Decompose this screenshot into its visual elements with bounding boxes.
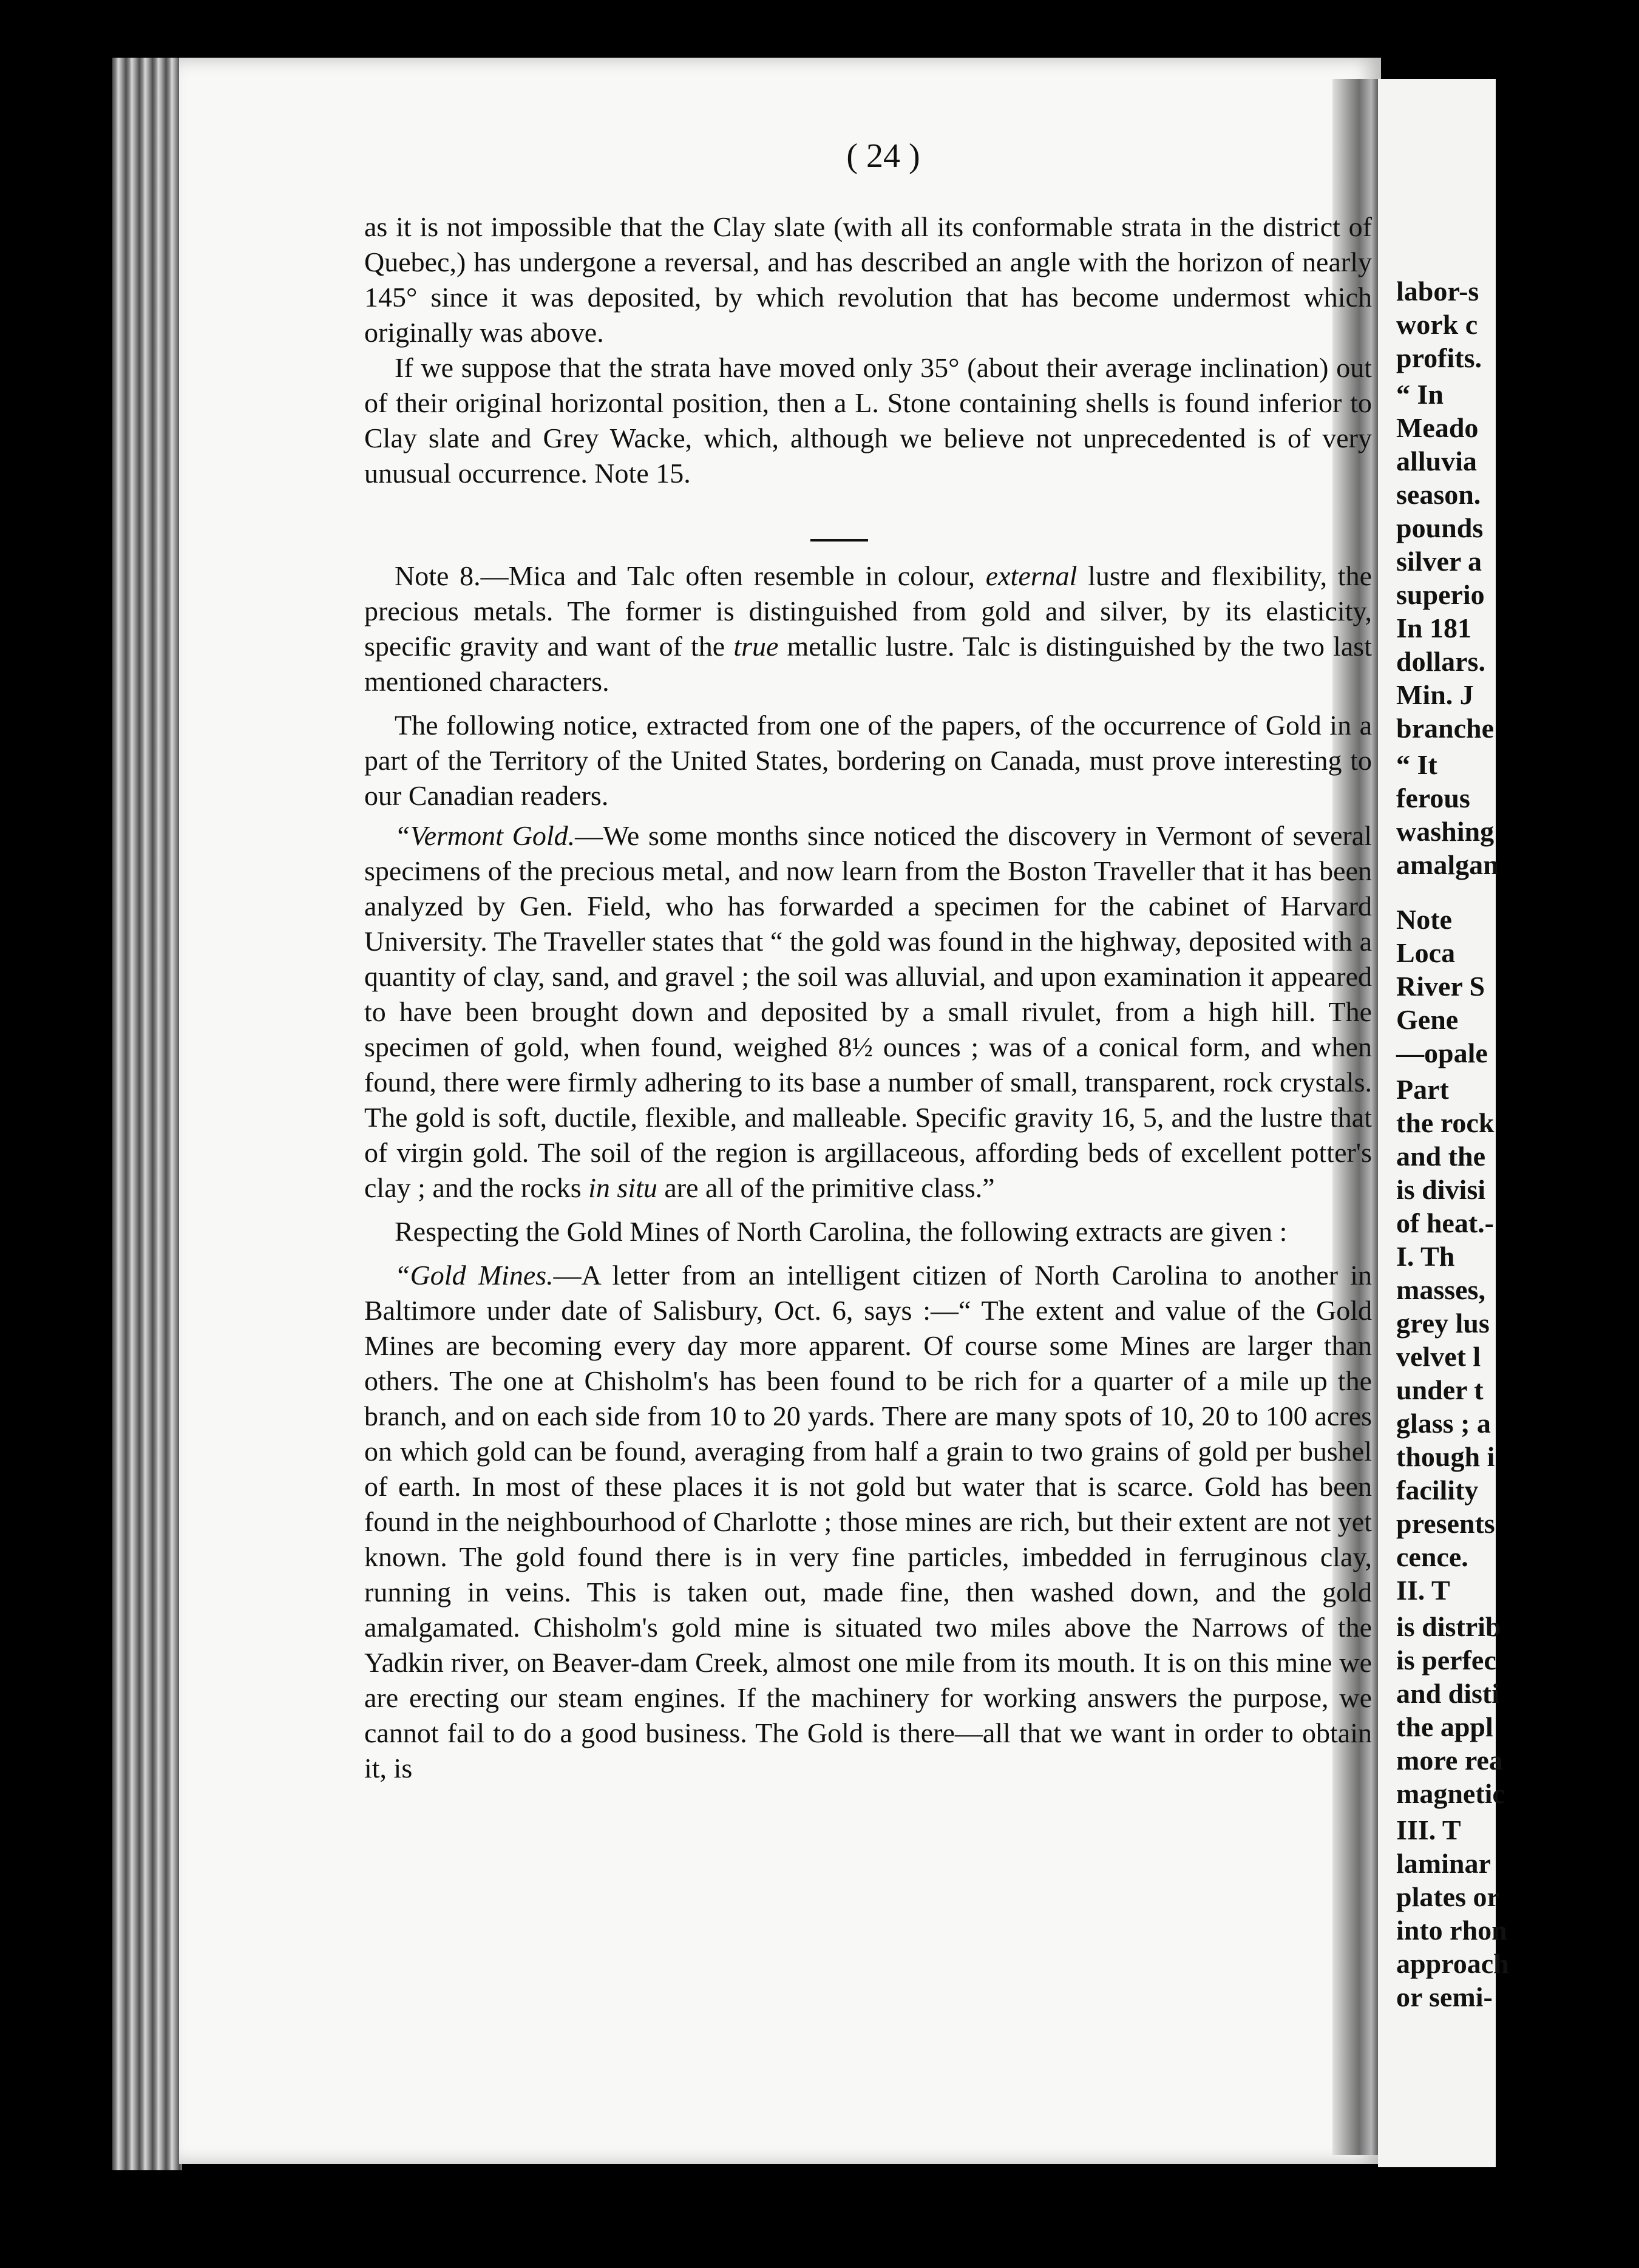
right-page-line: profits. — [1396, 342, 1482, 373]
right-page-line: Part — [1396, 1074, 1449, 1105]
paragraph-strata-inclination: If we suppose that the strata have moved only 35° (about their average inclination) out of their original horizontal position, then a L. Stone containing shells is found inferior to Clay slate and Grey Wacke, which, although we believe not unprecedented is of very unusual occurrence. Note 15. — [364, 352, 1372, 489]
right-page-line: laminar — [1396, 1848, 1491, 1879]
right-page-line: cence. — [1396, 1541, 1468, 1572]
right-page-line: season. — [1396, 479, 1481, 510]
right-page-line: magnetic — [1396, 1778, 1505, 1809]
gold-mines-heading: “Gold Mines. — [395, 1260, 554, 1291]
right-page-line: facility — [1396, 1475, 1479, 1506]
page-number: ( 24 ) — [846, 137, 920, 175]
right-page-line: is divisi — [1396, 1174, 1486, 1205]
paragraph-note-8 — [364, 559, 1372, 699]
notes-text-block — [364, 559, 1372, 1786]
vermont-gold-heading: “Vermont Gold. — [395, 820, 575, 851]
right-page-line: glass ; a — [1396, 1408, 1491, 1439]
right-page-line: is distrib — [1396, 1611, 1501, 1642]
right-page-line: II. T — [1396, 1575, 1450, 1606]
right-page-line: and the — [1396, 1141, 1485, 1172]
right-page-line: is perfec — [1396, 1645, 1496, 1676]
paragraph-vermont-gold — [364, 818, 1372, 1206]
right-page-line: III. T — [1396, 1815, 1461, 1845]
right-page-line: superio — [1396, 579, 1485, 610]
gold-mines-text: —A letter from an intelligent citizen of North Carolina to another in Baltimore under date of Salisbury, Oct. 6, says :—“ The extent and value of the Gold Mines are becoming every day more apparent. Of course some Mines are larger than others. The one at Chisholm's has been found to be rich for a quarter of a mile up the branch, and on each side from 10 to 20 yards. There are many spots of 10, 20 to 100 acres on which gold can be found, averaging from half a grain to two grains of gold per bushel of earth. In most of these places it is not gold but water that is scarce. Gold has been found in the neighbourhood of Charlotte ; those mines are rich, but their extent are not yet known. The gold found there is in very fine particles, imbedded in ferruginous clay, running in veins. This is taken out, made fine, then washed down, and the gold amalgamated. Chisholm's gold mine is situated two miles above the Narrows of the Yadkin river, on Beaver-dam Creek, almost one mile from its mouth. It is on this mine we are erecting our steam engines. If the machinery for working answers the purpose, we cannot fail to do a good business. The Gold is there—all that we want in order to obtain it, is — [364, 1260, 1373, 1784]
right-page-line: of heat.- — [1396, 1207, 1494, 1238]
right-page-line: “ It — [1396, 749, 1437, 780]
right-page-line: silver a — [1396, 546, 1482, 577]
right-page-line: River S — [1396, 971, 1485, 1002]
right-page-line: under t — [1396, 1374, 1484, 1405]
right-page-line: Min. J — [1396, 679, 1474, 710]
right-page-line: alluvia — [1396, 446, 1477, 477]
right-page-line: into rhon — [1396, 1915, 1507, 1946]
right-page-line: the appl — [1396, 1711, 1493, 1742]
right-page-line: work c — [1396, 309, 1478, 340]
right-page-line: more rea — [1396, 1745, 1503, 1776]
vermont-gold-text: —We some months since noticed the discovery in Vermont of several specimens of the precious metal, and now learn from the Boston Traveller that it has been analyzed by Gen. Field, who has forwarded a specimen for the cabinet of Harvard University. The Traveller states that “ the gold was found in the highway, deposited with a quantity of clay, sand, and gravel ; the soil was alluvial, and upon examination it appeared to have been brought down and deposited by a small rivulet, from a high hill. The specimen of gold, when found, weighed 8½ ounces ; was of a conical form, and when found, there were firmly adhering to its base a number of small, transparent, rock crystals. The gold is soft, ductile, flexible, and malleable. Specific gravity 16, 5, and the lustre that of virgin gold. The soil of the region is argillaceous, affording beds of excellent potter's clay ; and the rocks — [364, 820, 1373, 1203]
book-spine — [112, 58, 182, 2170]
right-page-line: Note — [1396, 904, 1452, 935]
right-page-line: washing — [1396, 816, 1495, 847]
right-page-line: the rock — [1396, 1107, 1495, 1138]
right-page-line: plates or — [1396, 1881, 1499, 1912]
right-page-line: approach — [1396, 1948, 1509, 1979]
right-page-line: ferous — [1396, 783, 1470, 813]
right-page-line: or semi- — [1396, 1981, 1493, 2012]
note-8-text: Note 8.—Mica and Talc often resemble in colour, — [395, 560, 975, 591]
right-page-line: presents — [1396, 1508, 1495, 1539]
right-page-line: Loca — [1396, 937, 1456, 968]
paragraph-intro-carolina: Respecting the Gold Mines of North Carolina, the following extracts are given : — [395, 1216, 1288, 1247]
right-page-line: though i — [1396, 1441, 1495, 1472]
vermont-gold-text-end: are all of the primitive class.” — [664, 1172, 995, 1203]
note-8-italic-true: true — [733, 631, 779, 662]
right-page-line: I. Th — [1396, 1241, 1455, 1272]
right-page-line: Gene — [1396, 1004, 1459, 1035]
right-page-line: “ In — [1396, 379, 1444, 410]
note-8-text-continued: lustre and flexibility, the precious metals. The former is distinguished from gold and silver, by its elasticity, specific gravity and want of the — [364, 560, 1373, 662]
right-page-line: amalgan — [1396, 849, 1499, 880]
top-text-block — [364, 209, 1372, 491]
paragraph-gold-mines — [364, 1258, 1372, 1786]
right-page-line: dollars. — [1396, 646, 1485, 677]
right-page-line: labor-s — [1396, 276, 1479, 307]
note-8-text-end: metallic lustre. Talc is distinguished by the two last mentioned characters. — [364, 631, 1372, 697]
right-page-line: Meado — [1396, 412, 1479, 443]
right-page-fragment — [1378, 79, 1509, 2167]
right-page-line: masses, — [1396, 1274, 1485, 1305]
vermont-italic-in-situ: in situ — [588, 1172, 657, 1203]
right-page-line: and disti — [1396, 1678, 1500, 1709]
right-page-line: pounds — [1396, 512, 1484, 543]
paragraph-intro-vermont: The following notice, extracted from one of the papers, of the occurrence of Gold in a part of the Territory of the United States, bordering on Canada, must prove interesting to our Canadian readers. — [364, 710, 1372, 811]
right-page-line: grey lus — [1396, 1308, 1490, 1339]
right-page-line: In 181 — [1396, 613, 1471, 643]
section-divider — [810, 539, 868, 542]
paragraph-strata-reversal: as it is not impossible that the Clay slate (with all its conformable strata in the district of Quebec,) has undergone a reversal, and has described an angle with the horizon of nearly 145° since it was deposited, by which revolution that has become undermost which originally was above. — [364, 211, 1372, 348]
right-page-line: branche — [1396, 713, 1494, 744]
right-page-line: —opale — [1396, 1037, 1488, 1068]
note-8-italic-external: external — [985, 560, 1077, 591]
right-page-line: velvet l — [1396, 1341, 1481, 1372]
